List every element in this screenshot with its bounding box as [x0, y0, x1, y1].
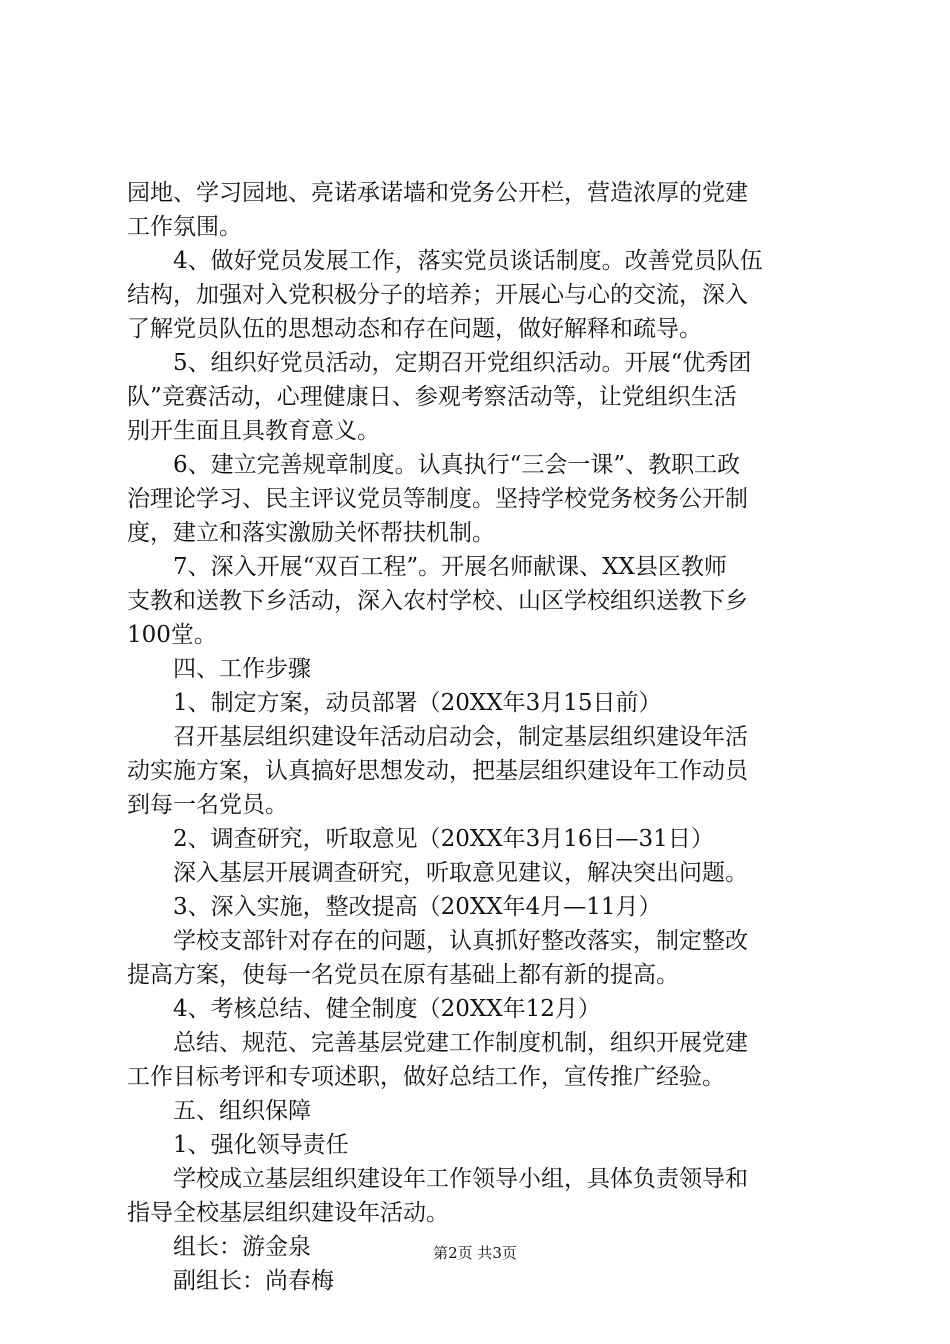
text-line: 召开基层组织建设年活动启动会，制定基层组织建设年活 [173, 724, 748, 750]
text-line: 组长：游金泉 [173, 1234, 311, 1260]
text-line: 1、制定方案，动员部署（20XX年3月15日前） [173, 690, 662, 716]
text-line: 了解党员队伍的思想动态和存在问题，做好解释和疏导。 [127, 316, 702, 342]
text-line: 4、考核总结、健全制度（20XX年12月） [173, 996, 601, 1022]
text-line: 治理论学习、民主评议党员等制度。坚持学校党务校务公开制 [127, 486, 748, 512]
text-line: 提高方案，使每一名党员在原有基础上都有新的提高。 [127, 962, 679, 988]
text-line: 深入基层开展调查研究，听取意见建议，解决突出问题。 [173, 860, 748, 886]
text-line: 总结、规范、完善基层党建工作制度机制，组织开展党建 [173, 1030, 748, 1056]
text-line: 四、工作步骤 [173, 656, 311, 682]
text-line: 五、组织保障 [173, 1098, 311, 1124]
text-line: 别开生面且具教育意义。 [127, 418, 380, 444]
text-line: 工作目标考评和专项述职，做好总结工作，宣传推广经验。 [127, 1064, 725, 1090]
text-line: 副组长：尚春梅 [173, 1268, 334, 1294]
text-line: 工作氛围。 [127, 214, 242, 240]
text-line: 2、调查研究，听取意见（20XX年3月16日—31日） [173, 826, 714, 852]
text-line: 支教和送教下乡活动，深入农村学校、山区学校组织送教下乡 [127, 588, 748, 614]
text-line: 园地、学习园地、亮诺承诺墙和党务公开栏，营造浓厚的党建 [127, 180, 748, 206]
text-line: 到每一名党员。 [127, 792, 288, 818]
text-line: 学校支部针对存在的问题，认真抓好整改落实，制定整改 [173, 928, 748, 954]
text-line: 1、强化领导责任 [173, 1132, 349, 1158]
text-line: 动实施方案，认真搞好思想发动，把基层组织建设年工作动员 [127, 758, 748, 784]
text-line: 指导全校基层组织建设年活动。 [127, 1200, 449, 1226]
document-body [127, 176, 827, 1298]
text-line: 7、深入开展“双百工程”。开展名师献课、XX县区教师 [173, 554, 727, 580]
text-line: 学校成立基层组织建设年工作领导小组，具体负责领导和 [173, 1166, 748, 1192]
text-line: 度，建立和落实激励关怀帮扶机制。 [127, 520, 495, 546]
text-line: 5、组织好党员活动，定期召开党组织活动。开展“优秀团 [173, 350, 752, 376]
text-line: 100堂。 [127, 622, 217, 648]
page-footer: 第2页 共3页 [433, 1244, 517, 1262]
text-line: 6、建立完善规章制度。认真执行“三会一课”、教职工政 [173, 452, 741, 478]
text-line: 队”竞赛活动，心理健康日、参观考察活动等，让党组织生活 [127, 384, 737, 410]
text-line: 3、深入实施，整改提高（20XX年4月—11月） [173, 894, 662, 920]
text-line: 4、做好党员发展工作，落实党员谈话制度。改善党员队伍 [173, 248, 763, 274]
text-line: 结构，加强对入党积极分子的培养；开展心与心的交流，深入 [127, 282, 748, 308]
